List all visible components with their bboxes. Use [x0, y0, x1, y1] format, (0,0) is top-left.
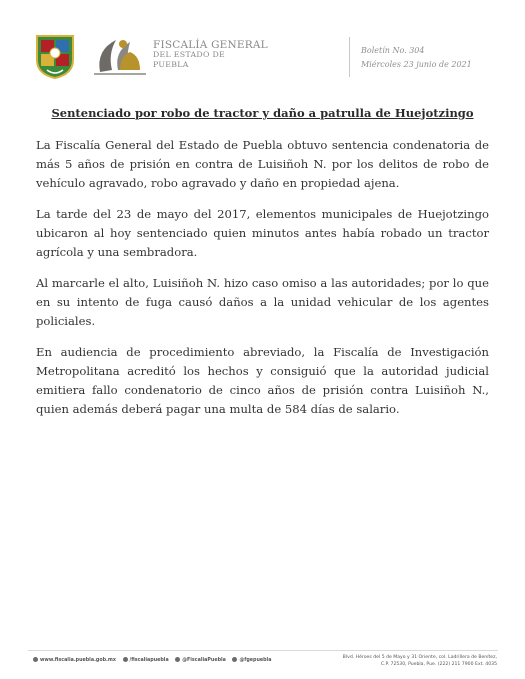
document-header — [0, 0, 525, 100]
document-footer — [0, 650, 525, 679]
state-seal-icon — [33, 32, 77, 80]
press-release-body — [36, 136, 489, 431]
address-line-2: C.P. 72530, Puebla, Pue. (222) 211 7900 Ext. 4035 — [380, 662, 497, 667]
website-link[interactable]: www.fiscalia.puebla.gob.mx — [33, 658, 116, 663]
logo-line-3: PUEBLA — [153, 60, 189, 69]
fiscalia-logo-icon — [90, 30, 150, 80]
logo-line-1: FISCALÍA GENERAL — [153, 39, 268, 51]
logo-line-2: DEL ESTADO DE — [153, 50, 226, 59]
paragraph: En audiencia de procedimiento abreviado, la Fiscalía de Investigación Metropolitana acreditó los hechos y consiguió que la autoridad judicial emitiera fallo condenatorio de cinco años de prisión contra Luisiñoh N., quien además deberá pagar una multa de 584 días de salario. — [36, 345, 489, 416]
facebook-icon — [123, 657, 128, 662]
instagram-link[interactable]: @fgepuebla — [232, 658, 271, 663]
bulletin-date: Miércoles 23 junio de 2021 — [361, 60, 472, 69]
globe-icon — [33, 657, 38, 662]
twitter-icon — [175, 657, 180, 662]
paragraph: La Fiscalía General del Estado de Puebla obtuvo sentencia condenatoria de más 5 años de prisión en contra de Luisiñoh N. por los delitos de robo de vehículo agravado, robo agravado y daño en propiedad ajena. — [36, 138, 489, 190]
paragraph: La tarde del 23 de mayo del 2017, elementos municipales de Huejotzingo ubicaron al hoy sentenciado quien minutos antes había robado un tractor agrícola y una sembradora. — [36, 207, 489, 259]
footer-divider — [28, 650, 498, 651]
agency-logo-text — [153, 40, 268, 70]
social-links — [33, 657, 276, 663]
instagram-icon — [232, 657, 237, 662]
paragraph: Al marcarle el alto, Luisiñoh N. hizo caso omiso a las autoridades; por lo que en su intento de fuga causó daños a la unidad vehicular de los agentes policiales. — [36, 276, 489, 328]
bulletin-info — [361, 44, 472, 72]
facebook-link[interactable]: /fiscaliapuebla — [123, 658, 169, 663]
header-divider — [349, 37, 350, 77]
footer-address — [343, 654, 497, 668]
address-line-1: Blvd. Héroes del 5 de Mayo y 31 Oriente, col. Ladrillera de Benítez, — [342, 655, 497, 660]
twitter-link[interactable]: @FiscaliaPuebla — [175, 658, 226, 663]
bulletin-number: Boletín No. 304 — [361, 46, 425, 55]
press-release-title: Sentenciado por robo de tractor y daño a patrulla de Huejotzingo — [51, 106, 474, 120]
